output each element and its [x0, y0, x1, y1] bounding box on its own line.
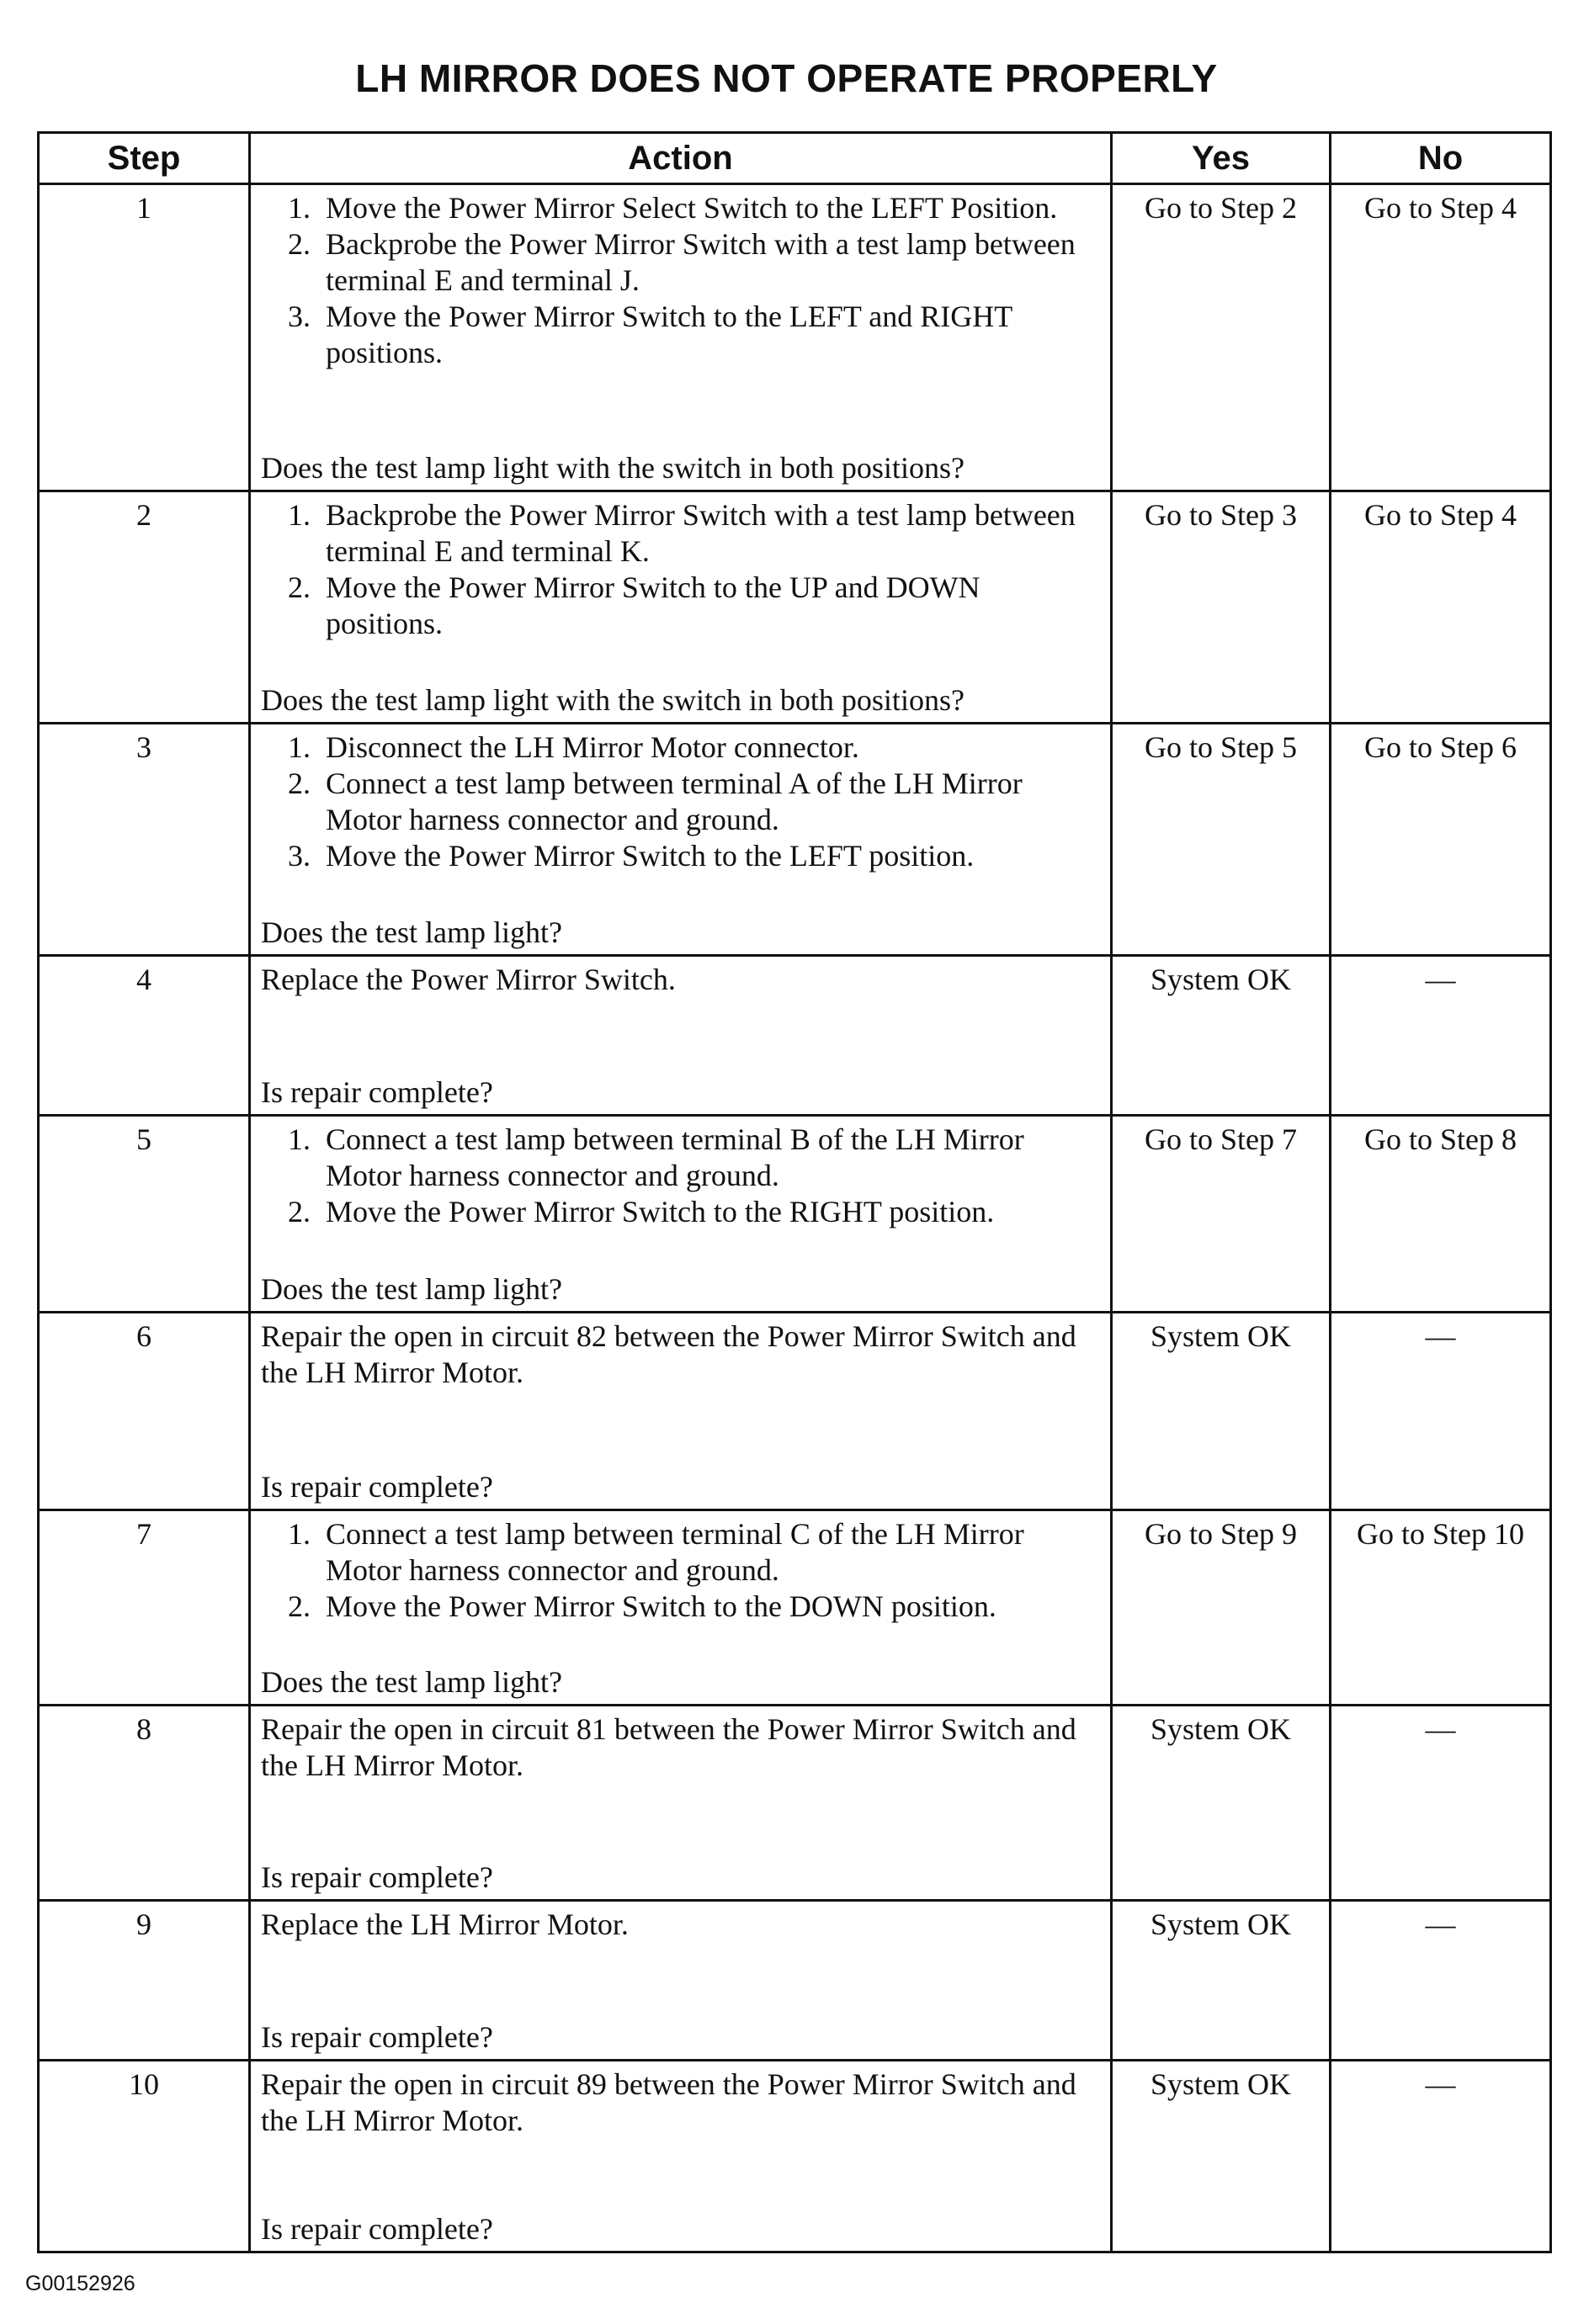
action-question: Is repair complete? [261, 1860, 493, 1894]
table-header-row [39, 133, 1551, 184]
procedure-item [288, 570, 1102, 642]
table-row [39, 1313, 1551, 1510]
yes-result: Go to Step 7 [1112, 1116, 1331, 1313]
action-cell [250, 1116, 1112, 1313]
table-row [39, 491, 1551, 724]
step-number: 4 [39, 956, 250, 1116]
step-number: 9 [39, 1901, 250, 2061]
item-number: 3. [288, 839, 311, 873]
table-row [39, 2061, 1551, 2252]
action-question: Does the test lamp light? [261, 1665, 562, 1699]
procedure-item [288, 190, 1102, 226]
item-text: Move the Power Mirror Switch to the LEFT position. [326, 839, 975, 873]
item-number: 2. [288, 570, 311, 604]
figure-code: G00152926 [25, 2272, 136, 2295]
procedure-list [261, 730, 1102, 874]
item-number: 2. [288, 1589, 311, 1623]
action-question: Is repair complete? [261, 2212, 493, 2246]
action-text: Repair the open in circuit 81 between the Power Mirror Switch and the LH Mirror Motor. [261, 1712, 1076, 1782]
procedure-item [288, 497, 1102, 570]
action-question: Is repair complete? [261, 1470, 493, 1504]
item-text: Backprobe the Power Mirror Switch with a test lamp between terminal E and terminal J. [326, 227, 1076, 297]
no-result: — [1331, 1313, 1551, 1510]
procedure-item [288, 1589, 1102, 1625]
yes-result: Go to Step 5 [1112, 724, 1331, 956]
procedure-list [261, 497, 1102, 642]
procedure-item [288, 1122, 1102, 1194]
step-number: 8 [39, 1706, 250, 1901]
item-text: Backprobe the Power Mirror Switch with a test lamp between terminal E and terminal K. [326, 498, 1076, 568]
item-number: 1. [288, 730, 311, 764]
procedure-item [288, 1516, 1102, 1589]
action-question: Does the test lamp light with the switch in both positions? [261, 683, 965, 717]
item-number: 2. [288, 767, 311, 800]
action-cell [250, 724, 1112, 956]
table-row [39, 1116, 1551, 1313]
table-row [39, 1706, 1551, 1901]
column-header-yes: Yes [1112, 133, 1331, 184]
step-number: 10 [39, 2061, 250, 2252]
table-row [39, 1901, 1551, 2061]
action-question: Is repair complete? [261, 1075, 493, 1109]
no-result: — [1331, 1706, 1551, 1901]
step-number: 3 [39, 724, 250, 956]
diagnostic-table [37, 131, 1552, 2253]
item-text: Connect a test lamp between terminal B of the LH Mirror Motor harness connector and ground. [326, 1122, 1024, 1192]
action-cell [250, 491, 1112, 724]
step-number: 6 [39, 1313, 250, 1510]
item-number: 1. [288, 1517, 311, 1551]
procedure-item [288, 766, 1102, 838]
item-text: Disconnect the LH Mirror Motor connector. [326, 730, 859, 764]
table-row [39, 184, 1551, 491]
procedure-item [288, 226, 1102, 299]
procedure-item [288, 1194, 1102, 1230]
step-number: 1 [39, 184, 250, 491]
action-text: Replace the Power Mirror Switch. [261, 963, 676, 996]
step-number: 2 [39, 491, 250, 724]
no-result: Go to Step 10 [1331, 1510, 1551, 1706]
column-header-action: Action [250, 133, 1112, 184]
procedure-item [288, 838, 1102, 874]
yes-result: Go to Step 3 [1112, 491, 1331, 724]
table-row [39, 724, 1551, 956]
item-number: 2. [288, 1195, 311, 1228]
step-number: 7 [39, 1510, 250, 1706]
yes-result: System OK [1112, 1901, 1331, 2061]
procedure-list [261, 1122, 1102, 1230]
action-text: Repair the open in circuit 82 between the Power Mirror Switch and the LH Mirror Motor. [261, 1319, 1076, 1389]
yes-result: Go to Step 9 [1112, 1510, 1331, 1706]
item-number: 3. [288, 300, 311, 333]
action-text: Replace the LH Mirror Motor. [261, 1907, 629, 1941]
yes-result: System OK [1112, 1706, 1331, 1901]
no-result: Go to Step 8 [1331, 1116, 1551, 1313]
action-cell [250, 956, 1112, 1116]
column-header-step: Step [39, 133, 250, 184]
action-cell [250, 184, 1112, 491]
action-cell [250, 1510, 1112, 1706]
no-result: — [1331, 2061, 1551, 2252]
no-result: Go to Step 4 [1331, 184, 1551, 491]
item-text: Connect a test lamp between terminal A of the LH Mirror Motor harness connector and ground. [326, 767, 1023, 836]
procedure-list [261, 190, 1102, 371]
yes-result: System OK [1112, 956, 1331, 1116]
no-result: — [1331, 956, 1551, 1116]
item-number: 1. [288, 498, 311, 532]
item-text: Move the Power Mirror Switch to the LEFT and RIGHT positions. [326, 300, 1012, 369]
no-result: Go to Step 6 [1331, 724, 1551, 956]
table-row [39, 956, 1551, 1116]
action-question: Does the test lamp light? [261, 1272, 562, 1306]
procedure-item [288, 730, 1102, 766]
step-number: 5 [39, 1116, 250, 1313]
item-text: Move the Power Mirror Select Switch to the LEFT Position. [326, 191, 1058, 225]
table-row [39, 1510, 1551, 1706]
page-title: LH MIRROR DOES NOT OPERATE PROPERLY [355, 56, 1218, 100]
action-question: Does the test lamp light with the switch in both positions? [261, 451, 965, 485]
column-header-no: No [1331, 133, 1551, 184]
item-number: 2. [288, 227, 311, 261]
item-text: Move the Power Mirror Switch to the UP and DOWN positions. [326, 570, 980, 640]
yes-result: System OK [1112, 2061, 1331, 2252]
item-number: 1. [288, 1122, 311, 1156]
yes-result: Go to Step 2 [1112, 184, 1331, 491]
action-text: Repair the open in circuit 89 between the Power Mirror Switch and the LH Mirror Motor. [261, 2067, 1076, 2137]
procedure-list [261, 1516, 1102, 1625]
action-cell [250, 1313, 1112, 1510]
action-cell [250, 2061, 1112, 2252]
item-number: 1. [288, 191, 311, 225]
action-cell [250, 1901, 1112, 2061]
yes-result: System OK [1112, 1313, 1331, 1510]
item-text: Connect a test lamp between terminal C of the LH Mirror Motor harness connector and ground. [326, 1517, 1024, 1587]
item-text: Move the Power Mirror Switch to the DOWN position. [326, 1589, 996, 1623]
action-cell [250, 1706, 1112, 1901]
procedure-item [288, 299, 1102, 371]
no-result: — [1331, 1901, 1551, 2061]
action-question: Does the test lamp light? [261, 915, 562, 949]
item-text: Move the Power Mirror Switch to the RIGHT position. [326, 1195, 995, 1228]
action-question: Is repair complete? [261, 2020, 493, 2054]
no-result: Go to Step 4 [1331, 491, 1551, 724]
